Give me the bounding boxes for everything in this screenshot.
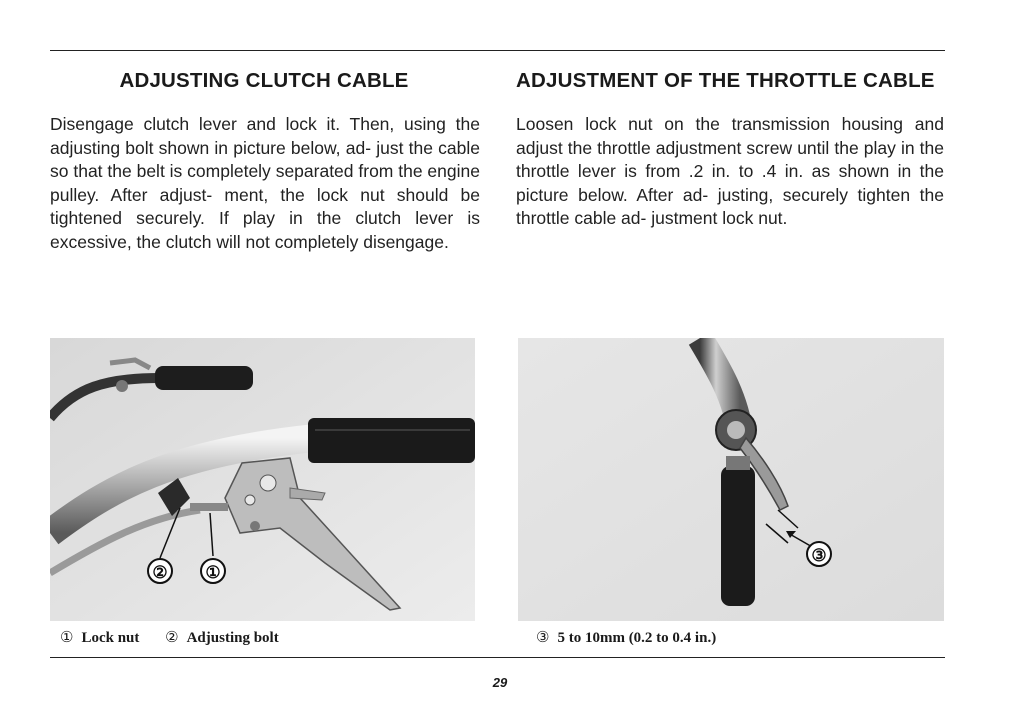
caption-item-adjusting-bolt: ② Adjusting bolt: [165, 630, 279, 646]
caption-item-lock-nut: ① Lock nut: [60, 630, 140, 646]
text-line: will not completely disengage.: [216, 231, 449, 252]
clutch-lever-photo: [50, 338, 475, 621]
text-line: If play in the clutch lever is excessive, the clutch: [50, 208, 480, 252]
figure-label-lock-nut: ①: [205, 563, 221, 582]
text-line: just the cable so that the belt is completely: [50, 137, 480, 182]
caption-text: 5 to 10mm (0.2 to 0.4 in.): [557, 630, 717, 646]
figure-label-play: ③: [811, 546, 827, 565]
text-line: .4 in. as shown in the picture below. After ad-: [516, 161, 944, 205]
text-line: the play in the throttle lever is from .2 in. to: [516, 137, 944, 182]
text-line: ment, the lock nut should be tightened securely.: [50, 184, 480, 229]
text-line: justing, securely tighten the throttle cable ad-: [516, 184, 944, 229]
top-rule: [50, 50, 945, 51]
text-line: the adjusting bolt shown in picture below, ad-: [50, 114, 480, 158]
throttle-cable-heading: ADJUSTMENT OF THE THROTTLE CABLE: [516, 69, 935, 92]
caption-number: ③: [536, 630, 550, 646]
clutch-cable-heading: ADJUSTING CLUTCH CABLE: [119, 69, 409, 92]
page-number: 29: [492, 675, 508, 690]
text-line: and adjust the throttle adjustment screw until: [516, 114, 944, 158]
throttle-photo-caption: [536, 628, 716, 647]
throttle-cable-instructions: [516, 113, 944, 231]
text-line: separated from the engine pulley. After adjust-: [50, 161, 480, 205]
clutch-cable-instructions: [50, 113, 480, 255]
text-line: Disengage clutch lever and lock it. Then, using: [50, 114, 446, 134]
text-line: Loosen lock nut on the transmission housing: [516, 114, 903, 134]
text-line: justment lock nut.: [651, 208, 788, 229]
throttle-lever-photo: [518, 338, 944, 621]
clutch-photo-caption: [60, 628, 301, 647]
figure-label-adjusting-bolt: ②: [152, 563, 168, 582]
bottom-rule: [50, 657, 945, 658]
